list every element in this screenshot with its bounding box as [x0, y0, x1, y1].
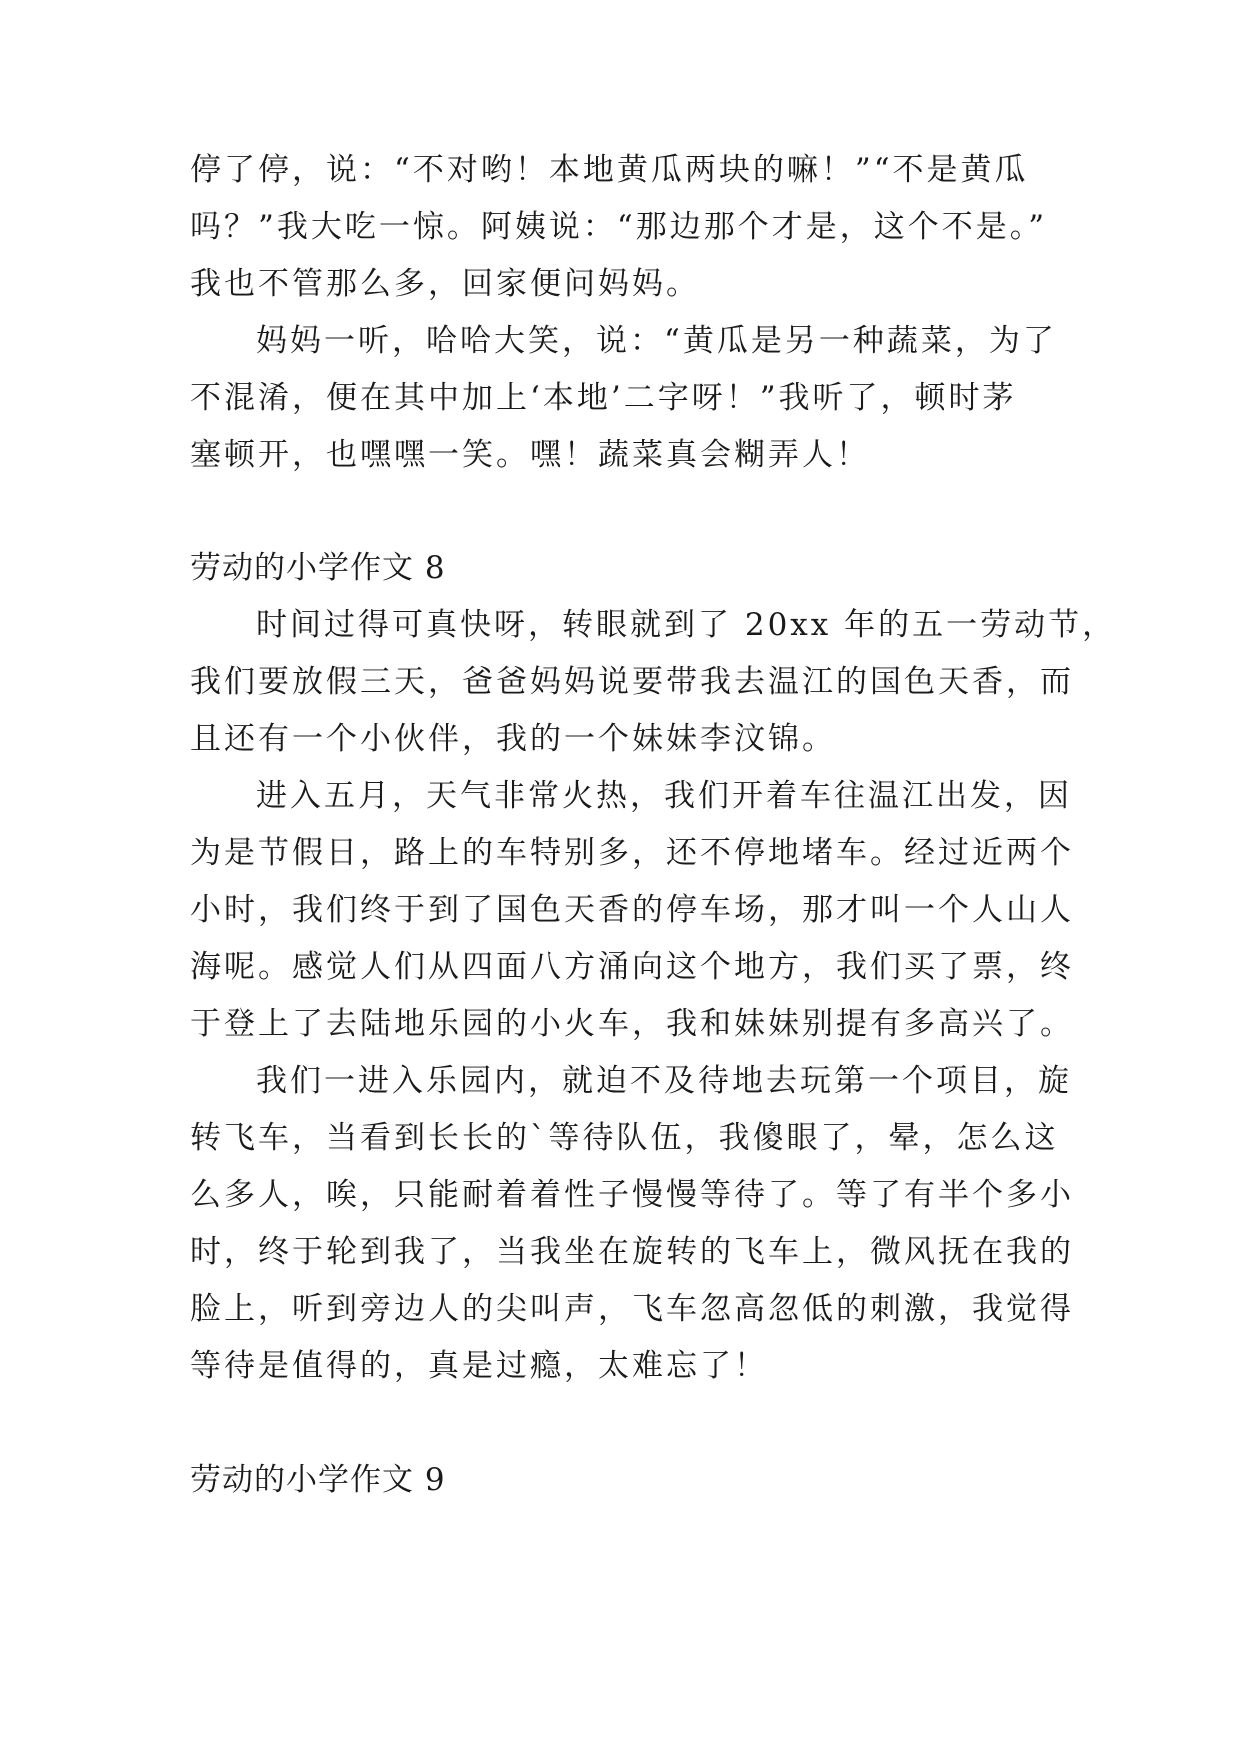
paragraph-line: 妈妈一听，哈哈大笑，说：“黄瓜是另一种蔬菜，为了: [256, 323, 1057, 359]
paragraph-line: 吗？”我大吃一惊。阿姨说：“那边那个才是，这个不是。”: [190, 209, 1048, 245]
paragraph-line: 时间过得可真快呀，转眼就到了 20xx 年的五一劳动节，: [256, 607, 1117, 643]
paragraph-line: 转飞车，当看到长长的`等待队伍，我傻眼了，晕，怎么这: [190, 1120, 1059, 1156]
section-heading: 劳动的小学作文 8: [190, 550, 446, 586]
paragraph-line: 时，终于轮到我了，当我坐在旋转的飞车上，微风抚在我的: [190, 1234, 1074, 1270]
paragraph-line: 进入五月，天气非常火热，我们开着车往温江出发，因: [256, 778, 1072, 814]
paragraph-line: 为是节假日，路上的车特别多，还不停地堵车。经过近两个: [190, 835, 1074, 871]
paragraph-line: 于登上了去陆地乐园的小火车，我和妹妹别提有多高兴了。: [190, 1006, 1074, 1042]
paragraph-line: 小时，我们终于到了国色天香的停车场，那才叫一个人山人: [190, 892, 1074, 928]
paragraph-line: 停了停，说：“不对哟！本地黄瓜两块的嘛！”“不是黄瓜: [190, 152, 1029, 188]
paragraph-line: 塞顿开，也嘿嘿一笑。嘿！蔬菜真会糊弄人！: [190, 437, 870, 473]
paragraph-line: 脸上，听到旁边人的尖叫声，飞车忽高忽低的刺激，我觉得: [190, 1291, 1074, 1327]
paragraph-line: 我们要放假三天，爸爸妈妈说要带我去温江的国色天香，而: [190, 664, 1074, 700]
paragraph-line: 么多人，唉，只能耐着着性子慢慢等待了。等了有半个多小: [190, 1177, 1074, 1213]
paragraph-line: 且还有一个小伙伴，我的一个妹妹李汶锦。: [190, 721, 836, 757]
paragraph-line: 我们一进入乐园内，就迫不及待地去玩第一个项目，旋: [256, 1063, 1072, 1099]
paragraph-line: 不混淆，便在其中加上‘本地’二字呀！”我听了，顿时茅: [190, 380, 1017, 416]
paragraph-line: 海呢。感觉人们从四面八方涌向这个地方，我们买了票，终: [190, 949, 1074, 985]
paragraph-line: 我也不管那么多，回家便问妈妈。: [190, 266, 700, 302]
section-heading: 劳动的小学作文 9: [190, 1462, 446, 1498]
paragraph-line: 等待是值得的，真是过瘾，太难忘了！: [190, 1348, 768, 1384]
